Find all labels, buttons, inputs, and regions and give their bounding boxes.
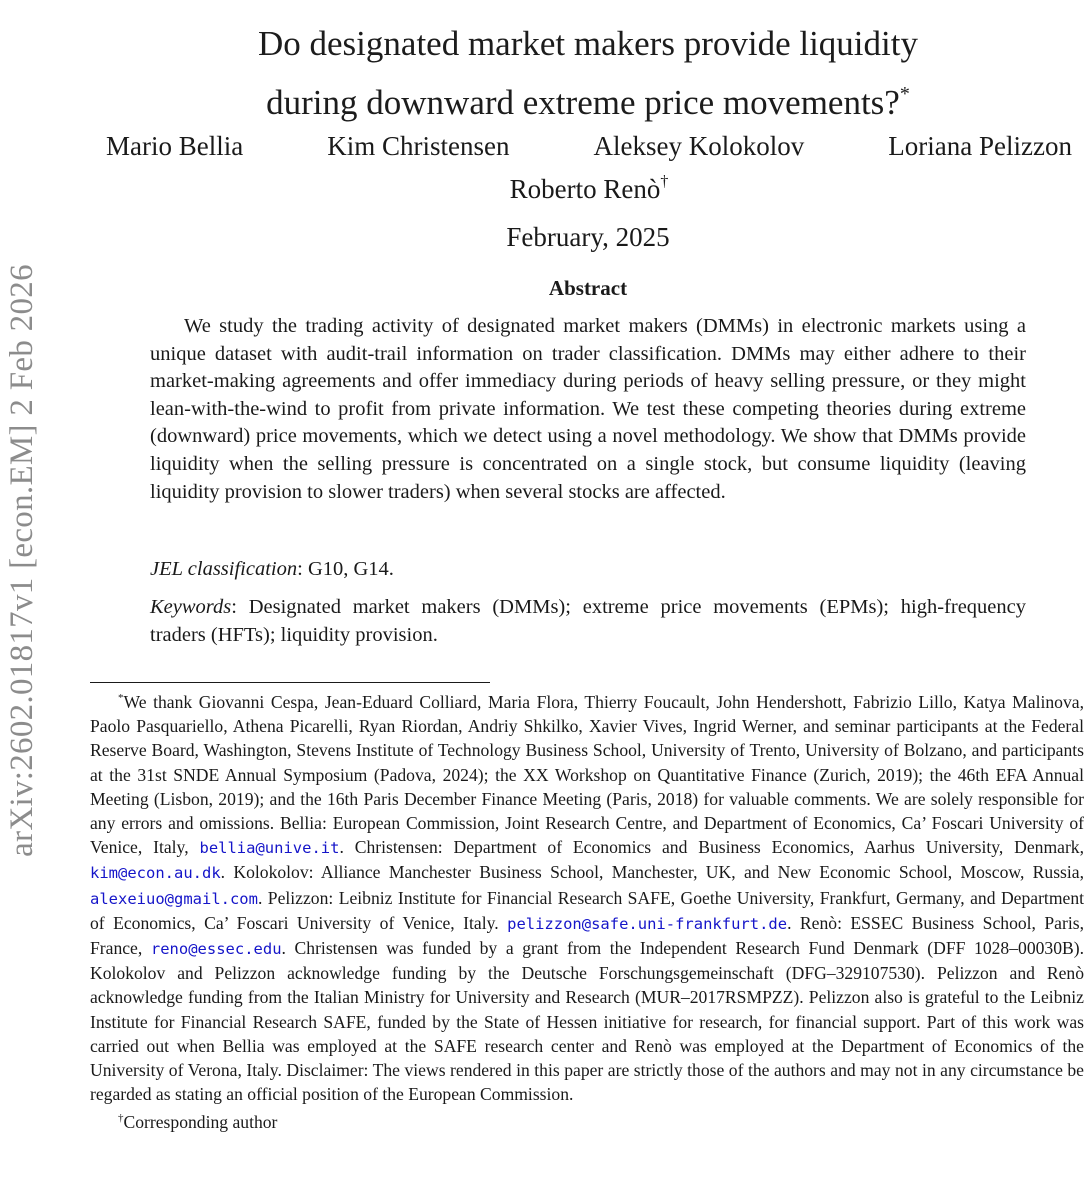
acknowledgement-footnote: [90, 686, 1084, 1106]
footnote-divider: [90, 682, 490, 683]
abstract-heading: Abstract: [548, 276, 628, 300]
email-link-christensen[interactable]: kim@econ.au.dk: [90, 864, 221, 883]
jel-classification: JEL classification: G10, G14.: [150, 558, 394, 580]
footnote-mark: *: [118, 692, 124, 704]
email-link-pelizzon[interactable]: pelizzon@safe.uni-frankfurt.de: [507, 914, 788, 933]
footnote-text: . Pelizzon: Leibniz Institute for Financial Research SAFE, Goethe University, Frankfurt, Germany, and Department of Economics, Ca’ Foscari University of Venice, Italy.: [90, 887, 1084, 933]
footnote-text: We thank Giovanni Cespa, Jean-Eduard Colliard, Maria Flora, Thierry Foucault, John Hendershott, Fabrizio Lillo, Katya Malinova, Paolo Pasquariello, Athena Picarelli, Ryan Riordan, Andriy Shkilko, Xavier Vives, Ingrid Werner, and seminar participants at the Federal Reserve Board, Washington, Stevens Institute of Technology Business School, University of Trento, University of Bolzano, and participants at the 31st SNDE Annual Symposium (Padova, 2024); the XX Workshop on Quantitative Finance (Zurich, 2019); the 46th EFA Annual Meeting (Lisbon, 2019); and the 16th Paris December Finance Meeting (Paris, 2018) for valuable comments. We are solely responsible for any errors and omissions. Bellia: European Commission, Joint Research Centre, and Department of Economics, Ca’ Foscari University of Venice, Italy,: [90, 692, 1084, 858]
paper-title: [90, 19, 1086, 128]
email-link-bellia[interactable]: bellia@unive.it: [199, 839, 340, 858]
arxiv-side-stamp: [2, 176, 42, 944]
jel-label: JEL classification: [150, 558, 298, 580]
author-name: Kim Christensen: [327, 131, 510, 161]
footnotes: [90, 686, 1084, 1135]
title-line-2-text: during downward extreme price movements?: [266, 83, 900, 123]
corresponding-author-footnote: [90, 1106, 1084, 1134]
abstract-body: We study the trading activity of designated market makers (DMMs) in electronic markets using a unique dataset with audit-trail information on trader classification. DMMs may either adhere to their market-making agreements and offer immediacy during periods of heavy selling pressure, or they might lean-with-the-wind to profit from private information. We test these competing theories during extreme (downward) price movements, which we detect using a novel methodology. We show that DMMs provide liquidity when the selling pressure is concentrated on a single stock, but consume liquidity (leaving liquidity provision to slower traders) when several stocks are affected.: [150, 315, 1026, 503]
title-line-1: Do designated market makers provide liquidity: [258, 24, 918, 64]
title-footnote-mark: *: [899, 83, 910, 106]
author-row: [106, 164, 1072, 207]
author-list: [106, 128, 1072, 207]
author-row: [106, 128, 1072, 164]
footnote-text: . Renò: ESSEC Business School, Paris, France,: [90, 912, 1084, 959]
footnote-text: . Christensen was funded by a grant from the Independent Research Fund Denmark (DFF 1028–00030B). Kolokolov and Pelizzon acknowledge funding by the Deutsche Forschungsgemeinschaft (DFG–329107530). Pelizzon and Renò acknowledge funding from the Italian Ministry for University and Research (MUR–2017RSMPZZ). Pelizzon also is grateful to the Leibniz Institute for Financial Research SAFE, funded by the State of Hessen initiative for research, for financial support. Part of this work was carried out when Bellia was employed at the SAFE research center and Renò was employed at the Department of Economics of the University of Verona, Italy. Disclaimer: The views rendered in this paper are strictly those of the authors and may not in any circumstance be regarded as stating an official position of the European Commission.: [90, 938, 1085, 1105]
author-name: Aleksey Kolokolov: [593, 131, 805, 161]
email-link-kolokolov[interactable]: alexeiuo@gmail.com: [90, 889, 258, 908]
author-name: Mario Bellia: [106, 131, 244, 161]
footnote-text: . Christensen: Department of Economics and Business Economics, Aarhus University, Denmark,: [339, 837, 1084, 858]
arxiv-identifier: arXiv:2602.01817v1 [econ.EM] 2 Feb 2026: [3, 263, 40, 857]
footnote-text: . Kolokolov: Alliance Manchester Business School, Manchester, UK, and New Economic School, Moscow, Russia,: [220, 862, 1084, 883]
footnote-text: Corresponding author: [123, 1112, 278, 1133]
corresponding-author-mark: †: [660, 173, 669, 190]
keywords-list: Designated market makers (DMMs); extreme price movements (EPMs); high-frequency traders (HFTs); liquidity provision.: [150, 596, 1026, 646]
author-name: Loriana Pelizzon: [888, 131, 1072, 161]
publication-date: February, 2025: [506, 222, 670, 252]
author-name: Roberto Renò: [509, 174, 661, 204]
title-line-2: [90, 69, 1086, 128]
jel-codes: G10, G14.: [307, 558, 394, 580]
email-link-reno[interactable]: reno@essec.edu: [150, 940, 282, 959]
keywords-label: Keywords: [150, 596, 232, 618]
keywords: Keywords: Designated market makers (DMMs); extreme price movements (EPMs); high-frequency traders (HFTs); liquidity provision.: [150, 596, 1026, 646]
footnote-mark: †: [118, 1112, 124, 1125]
